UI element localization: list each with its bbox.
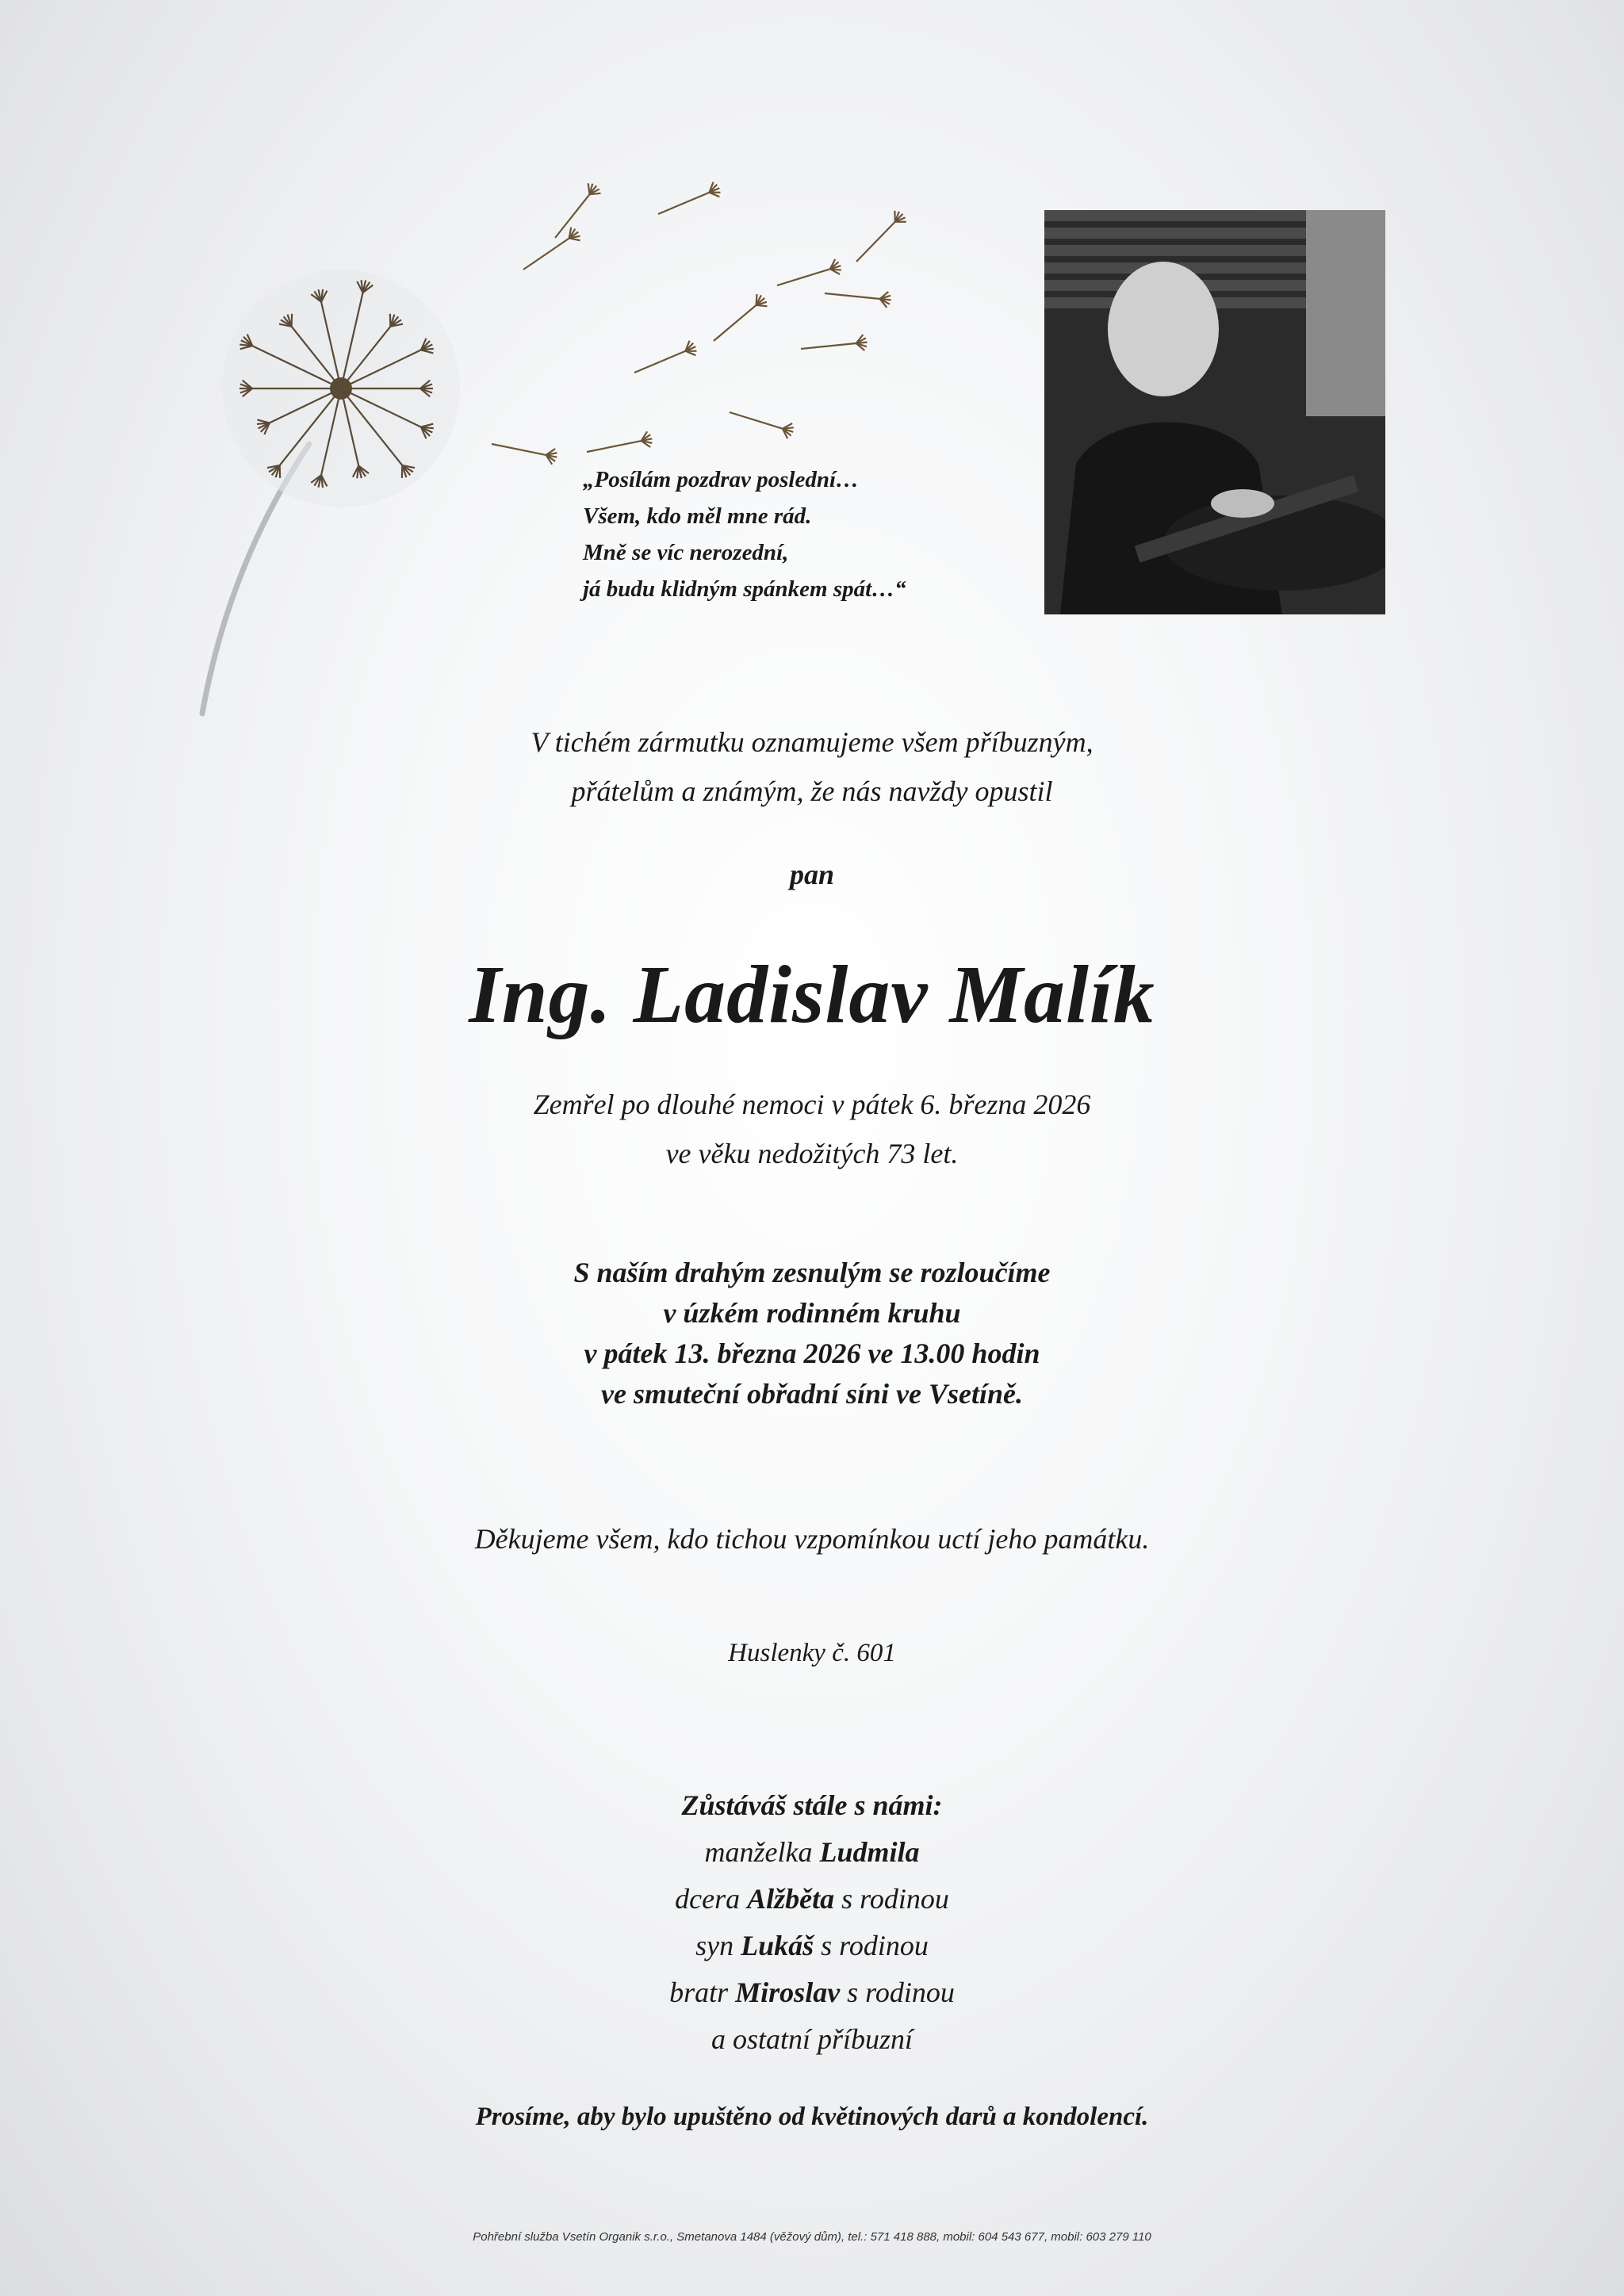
ceremony-line-2: v úzkém rodinném kruhu	[663, 1297, 961, 1329]
thanks-line: Děkujeme všem, kdo tichou vzpomínkou uctí jeho památku.	[474, 1523, 1150, 1555]
family-member	[0, 1923, 1624, 1969]
family-member	[0, 1829, 1624, 1876]
member-suffix: s rodinou	[821, 1930, 929, 1961]
dandelion-stem	[202, 444, 309, 714]
flying-seeds	[492, 182, 906, 465]
quote-line: Mně se víc nerozední,	[583, 540, 789, 565]
member-name: Ludmila	[819, 1836, 920, 1868]
announcement-intro	[0, 718, 1624, 816]
death-line-2: ve věku nedožitých 73 let.	[665, 1138, 959, 1169]
intro-line-1: V tichém zármutku oznamujeme všem příbuzným,	[530, 726, 1094, 758]
portrait-photo	[1044, 210, 1385, 614]
death-line-1: Zemřel po dlouhé nemoci v pátek 6. března 2026	[533, 1089, 1091, 1120]
death-notice	[0, 1080, 1624, 1178]
dandelion-head	[330, 377, 352, 400]
title-word: pan	[789, 859, 835, 890]
family-member	[0, 1969, 1624, 2016]
quote-line: Všem, kdo měl mne rád.	[583, 503, 812, 529]
relation: manželka	[704, 1836, 813, 1868]
family-heading: Zůstáváš stále s námi:	[681, 1789, 943, 1821]
flower-request: Prosíme, aby bylo upuštěno od květinových darů a kondolencí.	[475, 2103, 1149, 2131]
memorial-quote	[583, 461, 1059, 607]
deceased-name: Ing. Ladislav Malík	[469, 949, 1155, 1040]
ceremony-line-4: ve smuteční obřadní síni ve Vsetíně.	[600, 1378, 1023, 1410]
member-suffix: s rodinou	[847, 1976, 955, 2008]
family-list	[0, 1782, 1624, 2063]
ceremony-line-3: v pátek 13. března 2026 ve 13.00 hodin	[584, 1337, 1040, 1369]
funeral-service-footer: Pohřební služba Vsetín Organik s.r.o., Smetanova 1484 (věžový dům), tel.: 571 418 888, mobil: 604 543 677, mobil: 603 279 110	[473, 2230, 1151, 2244]
member-suffix: s rodinou	[841, 1883, 949, 1915]
member-name: Miroslav	[735, 1976, 841, 2008]
dandelion-puff	[222, 270, 460, 507]
quote-line: „Posílám pozdrav poslední…	[583, 467, 860, 492]
farewell-ceremony	[0, 1253, 1624, 1414]
intro-line-2: přátelům a známým, že nás navždy opustil	[571, 775, 1053, 807]
family-closing: a ostatní příbuzní	[710, 2023, 914, 2055]
address: Huslenky č. 601	[728, 1639, 896, 1667]
quote-line: já budu klidným spánkem spát…“	[583, 576, 906, 602]
member-name: Alžběta	[747, 1883, 835, 1915]
member-name: Lukáš	[741, 1930, 814, 1961]
dandelion-seeds	[239, 280, 434, 488]
relation: dcera	[675, 1883, 741, 1915]
family-member	[0, 1876, 1624, 1923]
relation: bratr	[669, 1976, 729, 2008]
relation: syn	[695, 1930, 734, 1961]
ceremony-line-1: S naším drahým zesnulým se rozloučíme	[573, 1257, 1051, 1288]
